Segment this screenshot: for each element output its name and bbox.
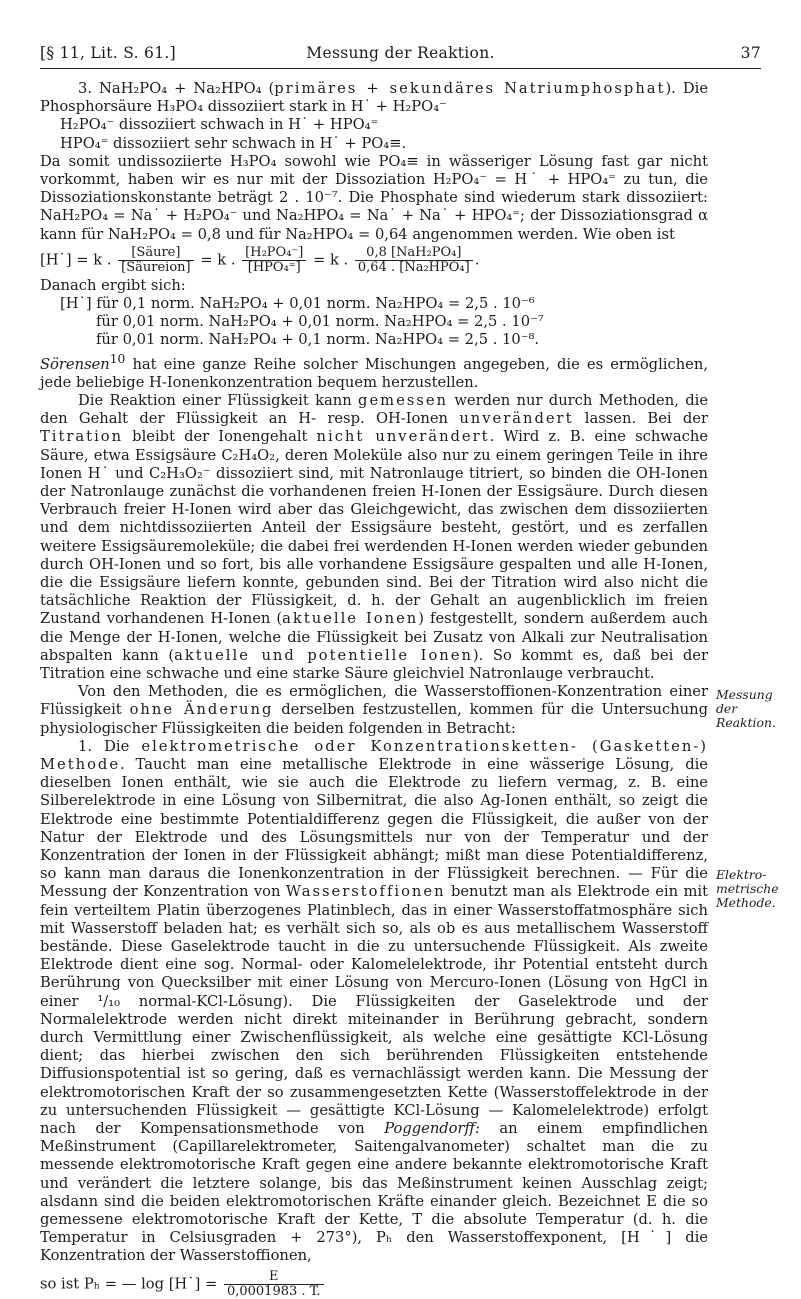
spaced-text: nicht unverändert xyxy=(316,428,490,446)
paragraph-sorensen xyxy=(40,350,708,392)
text-run: an einem empfindlichen Meßinstrument (Capillarelektrometer, Saitengalvanometer) schaltet man die zu messende elektromotorische Kraft gegen eine andere bekannte elektromotorische Kraft und verändert die letztere solange, bis das Meßinstrument keinen Ausschlag zeigt; alsdann sind die beiden elektromotorischen Kräfte einander gleich. Bezeichnet E die so gemessene elektromotorische Kraft der Kette, T die absolute Temperatur (d. h. die Temperatur in Celsiusgraden + 273°), Pₕ den Wasserstoffexponent, [H˙] die Konzentration der Wasserstoffionen, xyxy=(40,1120,709,1265)
text-run: ). So kommt es, daß bei der Titration eine schwache und eine starke Säure gleichviel Natronlauge verbraucht. xyxy=(40,646,709,682)
spaced-text: gemessen xyxy=(358,391,448,409)
fraction-numerator: [Säure] xyxy=(118,246,193,261)
fraction-denominator: 0,0001983 . T. xyxy=(226,1283,321,1299)
fraction-denominator: [Säureion] xyxy=(121,259,191,275)
section-reference: [§ 11, Lit. S. 61.] xyxy=(40,44,176,62)
text-run: lassen. Bei der xyxy=(573,410,708,428)
spaced-text: elektrometrische oder Konzentrationsketten- (Gasketten-) Methode xyxy=(40,737,708,773)
page-body xyxy=(40,80,708,1299)
margin-note-elektrometrisch: Elektro-metrische Methode. xyxy=(716,867,779,910)
spaced-text: aktuelle Ionen xyxy=(282,610,419,628)
text-run: hat eine ganze Reihe solcher Mischungen angegeben, die es ermöglichen, jede beliebige H-Ionenkonzentration bequem herzustellen. xyxy=(40,355,708,391)
fraction xyxy=(355,246,473,275)
text-run: benutzt man als Elektrode ein mit fein verteiltem Platin überzogenes Platinblech, das in einer Wasserstoffatmosphäre sich mit Wasserstoff beladen hat; es verhält sich so, als ob es aus metallischem Wasserstoff bestände. Diese Gaselektrode taucht in die zu untersuchende Flüssigkeit. Als zweite Elektrode dient eine sog. Normal- oder Kalomelelektrode, ihr Potential entsteht durch Berührung von Quecksilber mit einer Lösung von Mercuro-Ionen (Lösung von HgCl in einer ¹/₁₀ normal-KCl-Lösung). Die Flüssigkeiten der Gaselektrode und der Normalelektrode werden nicht direkt miteinander in Berührung gebracht, sondern durch Vermittlung einer Zwischenflüssigkeit, als welche eine gesättigte KCl-Lösung dient; das hierbei zwischen den sich berührenden Flüssigkeiten entstehende Diffusionspotential ist so gering, daß es vernachlässigt werden kann. Die Messung der elektromotorischen Kraft der so zusammengesetzten Kette (Wasserstoffelektrode in der zu untersuchenden Flüssigkeit — gesättigte KCl-Lösung — Kalomelelektrode) erfolgt nach der Kompensationsmethode von xyxy=(40,883,708,1138)
text-run: Die Reaktion einer Flüssigkeit kann xyxy=(78,391,359,409)
fraction xyxy=(224,1270,324,1299)
text-run: bleibt der Ionengehalt xyxy=(123,428,317,446)
formula-operator: = k . xyxy=(200,251,236,269)
result-line: für 0,01 norm. NaH₂PO₄ + 0,01 norm. Na₂HPO₄ = 2,5 . 10⁻⁷ xyxy=(96,313,544,331)
text-run: . Taucht man eine metallische Elektrode in eine wässerige Lösung, die dieselben Ionen enthält, wie sie auch die Elektrode zu liefern vermag, z. B. eine Silberelektrode in eine Lösung von Silbernitrat, die also Ag-Ionen enthält, so zeigt die Elektrode eine bestimmte Potentialdifferenz gegen die Flüssigkeit, die außer von der Natur der Elektrode und des Lösungsmittels nur von der Temperatur und der Konzentration der Ionen in der Flüssigkeit abhängt; mißt man diese Potentialdifferenz, so kann man daraus die Ionenkonzentration in der Flüssigkeit berechnen. — Für die Messung der Konzentration von xyxy=(40,756,708,901)
spaced-text: primäres + sekundäres Natriumphosphat xyxy=(274,80,666,97)
text-run: ) festgestellt, sondern außerdem auch die Menge der H-Ionen, welche die Flüssigkeit bei Zusatz von Alkali zur Neutralisation abspalten kann ( xyxy=(40,610,708,664)
paragraph-phosphate xyxy=(40,80,708,116)
spaced-text: ohne Änderung xyxy=(129,701,274,719)
text-run: . Wird z. B. eine schwache Säure, etwa Essigsäure C₂H₄O₂, deren Moleküle also nur zu einem geringen Teile in ihre Ionen H˙ und C₂H₃O₂⁻ dissoziiert sind, mit Natronlauge titriert, so binden die OH-Ionen der Natronlauge zunächst die vorhandenen freien H-Ionen der Essigsäure. Durch diesen Verbrauch freier H-Ionen wird aber das Gleichgewicht, das zwischen dem dissoziierten und dem nichtdissoziierten Anteil der Essigsäure besteht, gestört, und es zerfallen weitere Essigsäuremoleküle; die dabei frei werdenden H-Ionen werden wieder gebunden durch OH-Ionen und so fort, bis alle vorhandene Essigsäure gespalten und alle H-Ionen, die die Essigsäure liefern konnte, gebunden sind. Bei der Titration wird also nicht die tatsächliche Reaktion der Flüssigkeit, d. h. der Gehalt an augenblicklich im freien Zustand vorhandenen H-Ionen ( xyxy=(40,428,709,628)
fraction-denominator: [HPO₄⁼] xyxy=(247,259,301,275)
paragraph-electrometric xyxy=(40,738,708,1266)
fraction-denominator: 0,64 . [Na₂HPO₄] xyxy=(357,259,470,275)
equation-line: HPO₄⁼ dissoziiert sehr schwach in H˙ + PO₄≡. xyxy=(60,134,407,152)
formula-lhs: so ist Pₕ = — log [H˙] = xyxy=(40,1275,218,1293)
fraction-numerator: E xyxy=(224,1270,324,1285)
equation-line: H₂PO₄⁻ dissoziiert schwach in H˙ + HPO₄⁼ xyxy=(60,116,379,134)
spaced-text: Titration xyxy=(40,428,124,446)
author-name: Sörensen xyxy=(40,355,110,373)
spaced-text: aktuelle und potentielle Ionen xyxy=(174,646,473,664)
formula-end: . xyxy=(474,251,480,269)
page-header xyxy=(40,38,761,69)
paragraph-methods xyxy=(40,683,708,738)
formula-lhs: [H˙] = k . xyxy=(40,251,112,269)
text-run: derselben festzustellen, kommen für die Untersuchung physiologischer Flüssigkeiten die beiden folgenden in Betracht: xyxy=(40,701,708,737)
paragraph-reaction-measurement xyxy=(40,392,708,683)
footnote-ref: 10 xyxy=(109,351,126,366)
result-line: für 0,01 norm. NaH₂PO₄ + 0,1 norm. Na₂HPO₄ = 2,5 . 10⁻⁸. xyxy=(96,331,540,349)
paragraph-dissociation: Da somit undissoziierte H₃PO₄ sowohl wie PO₄≡ in wässeriger Lösung fast gar nicht vorkommt, haben wir es nur mit der Dissoziation H₂PO₄⁻ = H˙ + HPO₄⁼ zu tun, die Dissoziationskonstante beträgt 2 . 10⁻⁷. Die Phosphate sind wiederum stark dissoziiert: NaH₂PO₄ = Na˙ + H₂PO₄⁻ und Na₂HPO₄ = Na˙ + Na˙ + HPO₄⁼; der Dissoziationsgrad α kann für NaH₂PO₄ = 0,8 und für Na₂HPO₄ = 0,64 angenommen werden. Wie oben ist xyxy=(40,152,708,243)
fraction xyxy=(242,246,306,275)
formula-ph xyxy=(40,1270,708,1299)
text-run: 3. NaH₂PO₄ + Na₂HPO₄ ( xyxy=(78,80,275,97)
text-run: ). Die Phosphorsäure H₃PO₄ dissoziiert stark in H˙ + H₂PO₄⁻ xyxy=(40,80,709,116)
fraction-numerator: 0,8 [NaH₂PO₄] xyxy=(355,246,473,261)
spaced-text: Wasserstoffionen xyxy=(285,883,446,901)
text-run: werden nur durch Methoden, die den Gehalt der Flüssigkeit an H- resp. OH-Ionen xyxy=(40,391,709,428)
fraction-numerator: [H₂PO₄⁻] xyxy=(242,246,306,261)
author-name: Poggendorff: xyxy=(384,1120,480,1138)
formula-operator: = k . xyxy=(313,251,349,269)
danach-line: Danach ergibt sich: xyxy=(40,276,186,294)
fraction xyxy=(118,246,193,275)
running-title: Messung der Reaktion. xyxy=(306,44,495,62)
margin-note-messung: Messung der Reaktion. xyxy=(716,687,776,730)
text-run: 1. Die xyxy=(78,737,142,755)
text-run: Von den Methoden, die es ermöglichen, die Wasserstoffionen-Konzentration einer Flüssigkeit xyxy=(40,683,708,719)
formula-h-ion xyxy=(40,246,708,275)
spaced-text: unverändert xyxy=(459,410,574,428)
page-number: 37 xyxy=(740,44,761,62)
result-line: [H˙] für 0,1 norm. NaH₂PO₄ + 0,01 norm. Na₂HPO₄ = 2,5 . 10⁻⁶ xyxy=(60,295,535,313)
